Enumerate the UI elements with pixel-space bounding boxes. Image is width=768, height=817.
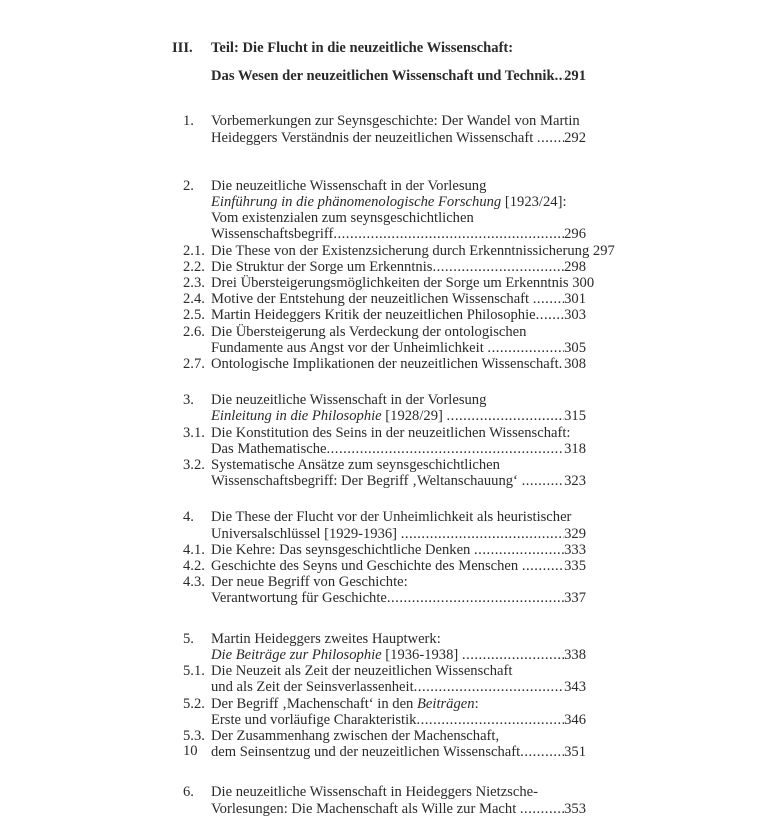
entry-title bbox=[211, 226, 333, 242]
part-number: III. bbox=[172, 40, 193, 56]
entry-title-text: Das Mathematische bbox=[211, 440, 327, 457]
entry-title-text: [1928/29] bbox=[381, 408, 447, 425]
entry-title-text: Wissenschaftsbegriff: Der Begriff ‚Weltanschauung‘ bbox=[211, 473, 522, 490]
toc-entry bbox=[172, 178, 586, 243]
entry-page: 318 bbox=[564, 440, 586, 457]
entry-title bbox=[211, 307, 536, 323]
leader-dots bbox=[522, 473, 565, 489]
toc-entry bbox=[172, 307, 586, 323]
entry-title-text: Die neuzeitliche Wissenschaft in der Vorlesung bbox=[211, 392, 487, 409]
toc-entry bbox=[172, 696, 586, 728]
entry-title-text: Geschichte des Seyns und Geschichte des Menschen bbox=[211, 558, 522, 575]
entry-number: 2.1. bbox=[183, 242, 205, 259]
entry-title-italic: Die Beiträge zur Philosophie bbox=[211, 646, 382, 663]
entry-title bbox=[211, 631, 441, 647]
entry-number: 3.2. bbox=[183, 457, 205, 474]
entry-page: 343 bbox=[564, 679, 586, 696]
entry-title bbox=[211, 744, 520, 760]
entry-title bbox=[211, 696, 479, 712]
entry-page: 303 bbox=[564, 307, 586, 324]
toc-entry bbox=[172, 631, 586, 663]
entry-title-text: Vorlesungen: Die Machenschaft als Wille zur Macht bbox=[211, 800, 520, 817]
toc-entry bbox=[172, 784, 586, 816]
toc-entry bbox=[172, 324, 586, 356]
entry-number: 3.1. bbox=[183, 424, 205, 441]
entry-number: 6. bbox=[183, 784, 194, 801]
entry-title bbox=[211, 324, 526, 340]
entry-title-text: Der neue Begriff von Geschichte: bbox=[211, 574, 408, 591]
entry-title bbox=[211, 784, 538, 800]
toc-entry bbox=[172, 242, 615, 259]
table-of-contents bbox=[172, 40, 615, 817]
leader-dots bbox=[447, 408, 565, 424]
entry-number: 4.3. bbox=[183, 574, 205, 591]
entry-title-text: Wissenschaftsbegriff bbox=[211, 226, 334, 243]
part-subtitle: Das Wesen der neuzeitlichen Wissenschaft und Technik bbox=[211, 68, 555, 85]
entry-page: 337 bbox=[564, 590, 586, 607]
entry-title bbox=[211, 712, 416, 728]
entry-title bbox=[211, 473, 522, 489]
entry-title-text: Die Übersteigerung als Verdeckung der ontologischen bbox=[211, 323, 527, 340]
entry-title bbox=[211, 408, 447, 424]
entry-title-text: Erste und vorläufige Charakteristik bbox=[211, 711, 417, 728]
entry-title bbox=[211, 542, 474, 558]
entry-page: 323 bbox=[564, 473, 586, 490]
entry-title bbox=[211, 425, 570, 441]
toc-entry bbox=[172, 113, 586, 145]
entry-title bbox=[211, 679, 414, 695]
page-number: 10 bbox=[183, 743, 198, 759]
part-heading bbox=[172, 40, 586, 84]
entry-number: 2.5. bbox=[183, 307, 205, 324]
entry-number: 2.2. bbox=[183, 258, 205, 275]
entry-title bbox=[211, 728, 499, 744]
entry-title-text: Die These der Flucht vor der Unheimlichkeit als heuristischer bbox=[211, 509, 572, 526]
entry-number: 5.2. bbox=[183, 695, 205, 712]
entry-page: 338 bbox=[564, 646, 586, 663]
entry-number: 4.2. bbox=[183, 558, 205, 575]
entry-page: 292 bbox=[564, 129, 586, 146]
part-page: 291 bbox=[564, 68, 586, 85]
leader-dots bbox=[333, 226, 564, 242]
entry-title-text: Heideggers Verständnis der neuzeitlichen Wissenschaft bbox=[211, 129, 537, 146]
entry-title bbox=[211, 243, 593, 259]
entry-title bbox=[211, 457, 500, 473]
entry-number: 4.1. bbox=[183, 541, 205, 558]
entry-title-text: Der Zusammenhang zwischen der Machenschaft, bbox=[211, 727, 500, 744]
entry-title-text: Verantwortung für Geschichte bbox=[211, 590, 387, 607]
toc-entry bbox=[172, 425, 586, 457]
entry-title bbox=[211, 178, 486, 194]
entry-title-text: und als Zeit der Seinsverlassenheit bbox=[211, 679, 414, 696]
leader-dots bbox=[520, 744, 564, 760]
entry-title bbox=[211, 392, 486, 408]
entry-title bbox=[211, 663, 512, 679]
entry-page: 333 bbox=[564, 541, 586, 558]
entry-title bbox=[211, 441, 327, 457]
toc-entry bbox=[172, 259, 586, 275]
leader-dots bbox=[414, 679, 564, 695]
entry-title-text: Ontologische Implikationen der neuzeitlichen Wissenschaft bbox=[211, 356, 559, 373]
entry-title bbox=[211, 259, 432, 275]
entry-title-text: [1936-1938] bbox=[381, 646, 462, 663]
entry-number: 1. bbox=[183, 113, 194, 130]
leader-dots bbox=[416, 712, 564, 728]
toc-entry bbox=[172, 542, 586, 558]
entry-title-text: Martin Heideggers zweites Hauptwerk: bbox=[211, 630, 441, 647]
entry-title bbox=[211, 275, 572, 291]
leader-dots bbox=[536, 307, 564, 323]
entry-page: 351 bbox=[564, 744, 586, 761]
entry-title bbox=[211, 590, 387, 606]
entry-title-text: : bbox=[474, 695, 479, 712]
entry-number: 2.7. bbox=[183, 356, 205, 373]
entry-title-text: Die Neuzeit als Zeit der neuzeitlichen Wissenschaft bbox=[211, 663, 513, 680]
entry-title bbox=[211, 340, 487, 356]
toc-entry bbox=[172, 509, 586, 541]
leader-dots bbox=[387, 590, 564, 606]
leader-dots bbox=[327, 441, 565, 457]
entry-page: 300 bbox=[572, 275, 595, 292]
entry-page: 296 bbox=[564, 226, 586, 243]
entry-title bbox=[211, 356, 559, 372]
entry-title-text: Motive der Entstehung der neuzeitlichen Wissenschaft bbox=[211, 291, 533, 308]
entry-number: 2.4. bbox=[183, 291, 205, 308]
entry-title-text: Die neuzeitliche Wissenschaft in der Vorlesung bbox=[211, 177, 487, 194]
entry-title-italic: Beiträgen bbox=[417, 695, 475, 712]
toc-entry bbox=[172, 457, 586, 489]
part-title: Teil: Die Flucht in die neuzeitliche Wissenschaft: bbox=[211, 40, 514, 56]
entry-title-text: [1923/24]: bbox=[501, 194, 567, 211]
entry-title bbox=[211, 113, 580, 129]
leader-dots bbox=[462, 647, 564, 663]
entry-title bbox=[211, 574, 408, 590]
entry-page: 315 bbox=[564, 408, 586, 425]
entry-title-text: Die Konstitution des Seins in der neuzeitlichen Wissenschaft: bbox=[211, 424, 571, 441]
entry-title-text: Die neuzeitliche Wissenschaft in Heideggers Nietzsche- bbox=[211, 784, 538, 801]
entry-title bbox=[211, 210, 474, 226]
leader-dots bbox=[555, 68, 565, 84]
leader-dots bbox=[487, 340, 564, 356]
entry-page: 329 bbox=[564, 525, 586, 542]
entry-title-text: Der Begriff ‚Machenschaft‘ in den bbox=[211, 695, 417, 712]
entry-page: 301 bbox=[564, 291, 586, 308]
entry-title-italic: Einführung in die phänomenologische Forschung bbox=[211, 194, 502, 211]
entry-title-text: dem Seinsentzug und der neuzeitlichen Wissenschaft bbox=[211, 744, 521, 761]
entry-title-text: Fundamente aus Angst vor der Unheimlichkeit bbox=[211, 339, 488, 356]
toc-entry bbox=[172, 356, 586, 372]
entry-page: 298 bbox=[564, 258, 586, 275]
entry-number: 2.6. bbox=[183, 323, 205, 340]
toc-entry bbox=[172, 558, 586, 574]
entry-title-text: Die Kehre: Das seynsgeschichtliche Denken bbox=[211, 541, 475, 558]
entry-number: 4. bbox=[183, 509, 194, 526]
entry-title-text: Martin Heideggers Kritik der neuzeitlichen Philosophie bbox=[211, 307, 536, 324]
entry-title-text: Die These von der Existenzsicherung durch Erkenntnissicherung bbox=[211, 242, 593, 259]
toc-entry bbox=[172, 392, 586, 424]
leader-dots bbox=[533, 291, 564, 307]
entry-title-text: Systematische Ansätze zum seynsgeschichtlichen bbox=[211, 457, 500, 474]
leader-dots bbox=[537, 130, 564, 146]
toc-entry bbox=[172, 291, 586, 307]
entry-number: 2.3. bbox=[183, 275, 205, 292]
toc-entry bbox=[172, 275, 595, 292]
entry-title bbox=[211, 647, 462, 663]
entry-number: 3. bbox=[183, 392, 194, 409]
entry-page: 305 bbox=[564, 339, 586, 356]
entry-page: 335 bbox=[564, 558, 586, 575]
entry-title bbox=[211, 558, 522, 574]
entry-number: 5. bbox=[183, 630, 194, 647]
leader-dots bbox=[474, 542, 564, 558]
entry-page: 353 bbox=[564, 800, 586, 817]
entry-title-text: Vom existenzialen zum seynsgeschichtlichen bbox=[211, 210, 474, 227]
entry-title-text: Drei Übersteigerungsmöglichkeiten der Sorge um Erkenntnis bbox=[211, 275, 573, 292]
entry-title bbox=[211, 291, 533, 307]
entry-title bbox=[211, 509, 571, 525]
entry-page: 297 bbox=[592, 242, 615, 259]
leader-dots bbox=[522, 558, 564, 574]
entry-title-italic: Einleitung in die Philosophie bbox=[211, 408, 382, 425]
entry-title bbox=[211, 801, 520, 817]
entry-title-text: Universalschlüssel [1929-1936] bbox=[211, 525, 401, 542]
toc-entries bbox=[172, 113, 615, 817]
entry-page: 308 bbox=[564, 356, 586, 373]
entry-title-text: Vorbemerkungen zur Seynsgeschichte: Der Wandel von Martin bbox=[211, 113, 580, 130]
entry-number: 5.1. bbox=[183, 663, 205, 680]
entry-title-text: Die Struktur der Sorge um Erkenntnis bbox=[211, 258, 433, 275]
entry-number: 5.3. bbox=[183, 727, 205, 744]
toc-entry bbox=[172, 728, 586, 760]
leader-dots bbox=[432, 259, 564, 275]
entry-title bbox=[211, 526, 401, 542]
entry-number: 2. bbox=[183, 177, 194, 194]
toc-entry bbox=[172, 663, 586, 695]
toc-entry bbox=[172, 574, 586, 606]
entry-page: 346 bbox=[564, 711, 586, 728]
entry-title bbox=[211, 194, 567, 210]
leader-dots bbox=[520, 801, 564, 817]
entry-title bbox=[211, 130, 537, 146]
leader-dots bbox=[401, 526, 564, 542]
